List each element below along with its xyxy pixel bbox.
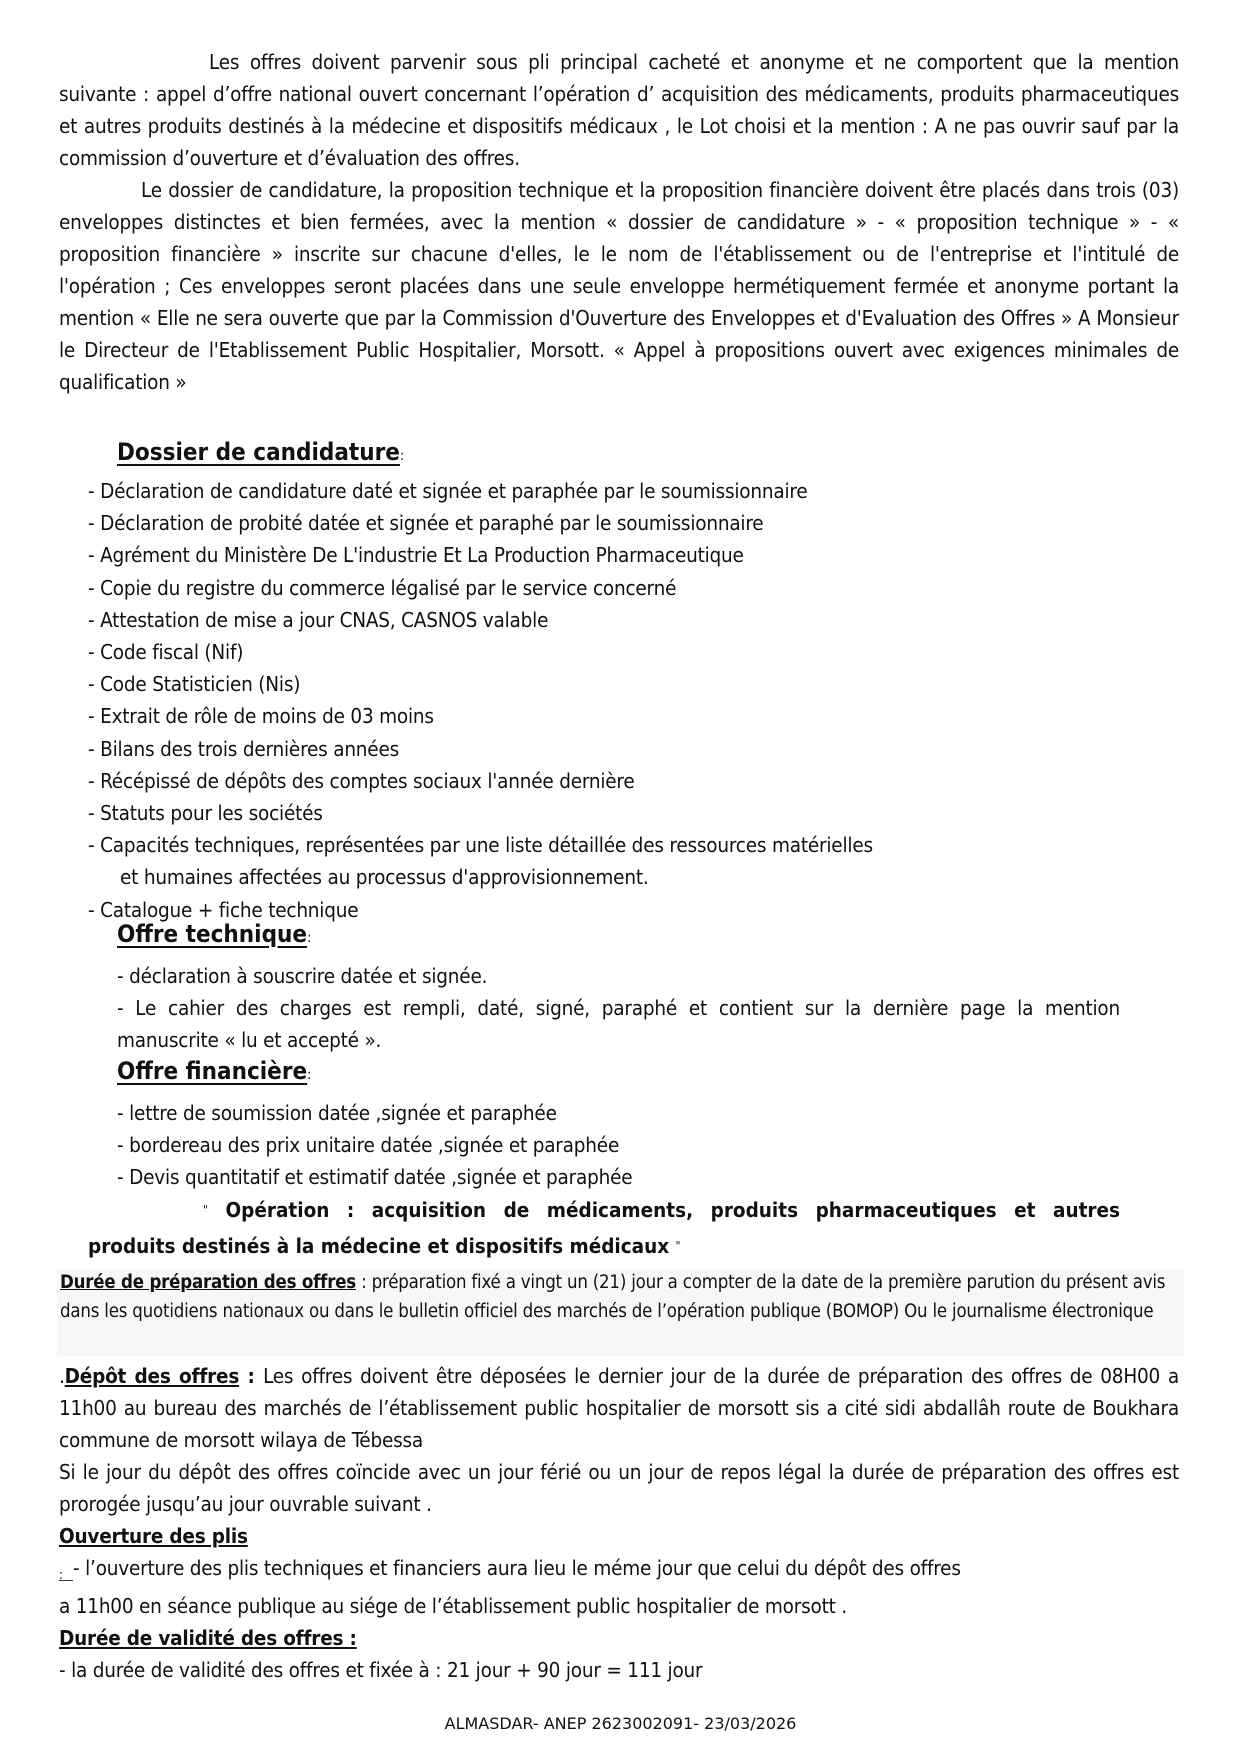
duree-preparation-block xyxy=(57,1269,1184,1356)
marker-colon: : xyxy=(59,1568,63,1583)
depot-prefix: . xyxy=(59,1364,65,1388)
offre-technique-list xyxy=(117,960,1120,1056)
operation-line-1-text: Opération : acquisition de médicaments, produits pharmaceutiques et autres xyxy=(225,1198,1120,1222)
list-item: - Déclaration de probité datée et signée et paraphé par le soumissionnaire xyxy=(88,511,764,536)
open-quote: " xyxy=(203,1203,208,1217)
heading-colon: : xyxy=(307,1067,312,1083)
depot-offres-label: Dépôt des offres xyxy=(64,1364,240,1388)
heading-colon: : xyxy=(307,930,312,946)
offre-financiere-title: Offre financière xyxy=(117,1057,308,1085)
list-item: - Copie du registre du commerce légalisé par le service concerné xyxy=(88,575,677,600)
list-item: - Extrait de rôle de moins de 03 moins xyxy=(88,704,434,729)
list-item: - Agrément du Ministère De L'industrie Et La Production Pharmaceutique xyxy=(88,543,744,568)
depot-offres-paragraph xyxy=(59,1360,1179,1456)
list-item: - Récépissé de dépôts des comptes sociaux l'année dernière xyxy=(88,768,635,793)
ouverture-plis-line-2: a 11h00 en séance publique au siége de l’établissement public hospitalier de morsott . xyxy=(59,1594,847,1618)
duree-preparation-label: Durée de préparation des offres xyxy=(60,1272,357,1293)
list-item: - Statuts pour les sociétés xyxy=(88,801,323,826)
operation-line-2 xyxy=(88,1234,681,1258)
dossier-candidature-list xyxy=(88,475,873,926)
operation-line-1 xyxy=(88,1192,1120,1228)
depot-offres-paragraph-2: Si le jour du dépôt des offres coïncide avec un jour férié ou un jour de repos légal la durée de préparation des offres est prorogée jusqu’au jour ouvrable suivant . xyxy=(59,1460,1179,1516)
ouverture-plis-label: Ouverture des plis xyxy=(59,1524,248,1548)
ouverture-plis-line-1 xyxy=(59,1552,1179,1584)
list-item: - Attestation de mise a jour CNAS, CASNOS valable xyxy=(88,607,549,632)
duree-preparation-text: : préparation fixé a vingt un (21) jour a compter de la date de la première parution du présent avis dans les quotidiens nationaux ou dans le bulletin officiel des marchés de l’opération publique (BOMOP) Ou le journalisme électronique xyxy=(60,1272,1166,1322)
ouverture-marker xyxy=(59,1556,73,1581)
list-item: - Déclaration de candidature daté et signée et paraphée par le soumissionnaire xyxy=(88,479,808,503)
offre-technique-title: Offre technique xyxy=(117,920,308,948)
list-item: - Catalogue + fiche technique xyxy=(88,897,359,922)
heading-colon: : xyxy=(399,448,405,464)
operation-line-2-text: produits destinés à la médecine et dispositifs médicaux xyxy=(88,1234,670,1258)
offre-financiere-heading xyxy=(117,1057,311,1085)
list-item: - Devis quantitatif et estimatif datée ,signée et paraphée xyxy=(117,1165,633,1190)
operation-title xyxy=(88,1192,1120,1264)
list-item xyxy=(88,829,873,893)
list-item-text: - Capacités techniques, représentées par une liste détaillée des ressources matérielles xyxy=(88,833,873,858)
list-item: - Code fiscal (Nif) xyxy=(88,640,244,665)
dossier-candidature-heading xyxy=(117,438,404,466)
close-quote: " xyxy=(675,1239,681,1253)
duree-validite-label: Durée de validité des offres : xyxy=(59,1626,357,1650)
list-item: - déclaration à souscrire datée et signée. xyxy=(117,964,488,988)
ouverture-text-1: - l’ouverture des plis techniques et financiers aura lieu le méme jour que celui du dépôt des offres xyxy=(73,1556,961,1580)
list-item: - Le cahier des charges est rempli, daté, signé, paraphé et contient sur la dernière page la mention manuscrite « lu et accepté ». xyxy=(117,996,1120,1052)
offre-technique-heading xyxy=(117,920,311,948)
list-item: - Bilans des trois dernières années xyxy=(88,736,400,761)
depot-offres-text: Les offres doivent être déposées le dernier jour de la durée de préparation des offres de 08H00 a 11h00 au bureau des marchés de l’établissement public hospitalier de morsott sis a cité sidi abdallâh route de Boukhara commune de morsott wilaya de Tébessa xyxy=(59,1364,1179,1452)
list-item: - bordereau des prix unitaire datée ,signée et paraphée xyxy=(117,1133,620,1158)
list-item: - Code Statisticien (Nis) xyxy=(88,672,301,697)
duree-validite-text: - la durée de validité des offres et fixée à : 21 jour + 90 jour = 111 jour xyxy=(59,1658,703,1682)
list-item: - lettre de soumission datée ,signée et paraphée xyxy=(117,1101,557,1125)
depot-colon: : xyxy=(239,1364,264,1388)
intro-paragraph-2: Le dossier de candidature, la proposition technique et la proposition financière doivent être placés dans trois (03) enveloppes distinctes et bien fermées, avec la mention « dossier de candidature » - « proposition technique » - « proposition financière » inscrite sur chacune d'elles, le le nom de l'établissement ou de l'entreprise et l'intitulé de l'opération ; Ces enveloppes seront placées dans une seule enveloppe hermétiquement fermée et anonyme portant la mention « Elle ne sera ouverte que par la Commission d'Ouverture des Enveloppes et d'Evaluation des Offres » A Monsieur le Directeur de l'Etablissement Public Hospitalier, Morsott. « Appel à propositions ouvert avec exigences minimales de qualification » xyxy=(59,178,1179,394)
footer-reference: ALMASDAR- ANEP 2623002091- 23/03/2026 xyxy=(444,1714,797,1733)
dossier-candidature-title: Dossier de candidature xyxy=(117,438,400,466)
offre-financiere-list xyxy=(117,1097,632,1194)
intro-paragraph-1: Les offres doivent parvenir sous pli principal cacheté et anonyme et ne comportent que la mention suivante : appel d’offre national ouvert concernant l’opération d’ acquisition des médicaments, produits pharmaceutiques et autres produits destinés à la médecine et dispositifs médicaux , le Lot choisi et la mention : A ne pas ouvrir sauf par la commission d’ouverture et d’évaluation des offres. xyxy=(59,50,1179,170)
list-item-continuation: et humaines affectées au processus d'approvisionnement. xyxy=(120,865,649,890)
